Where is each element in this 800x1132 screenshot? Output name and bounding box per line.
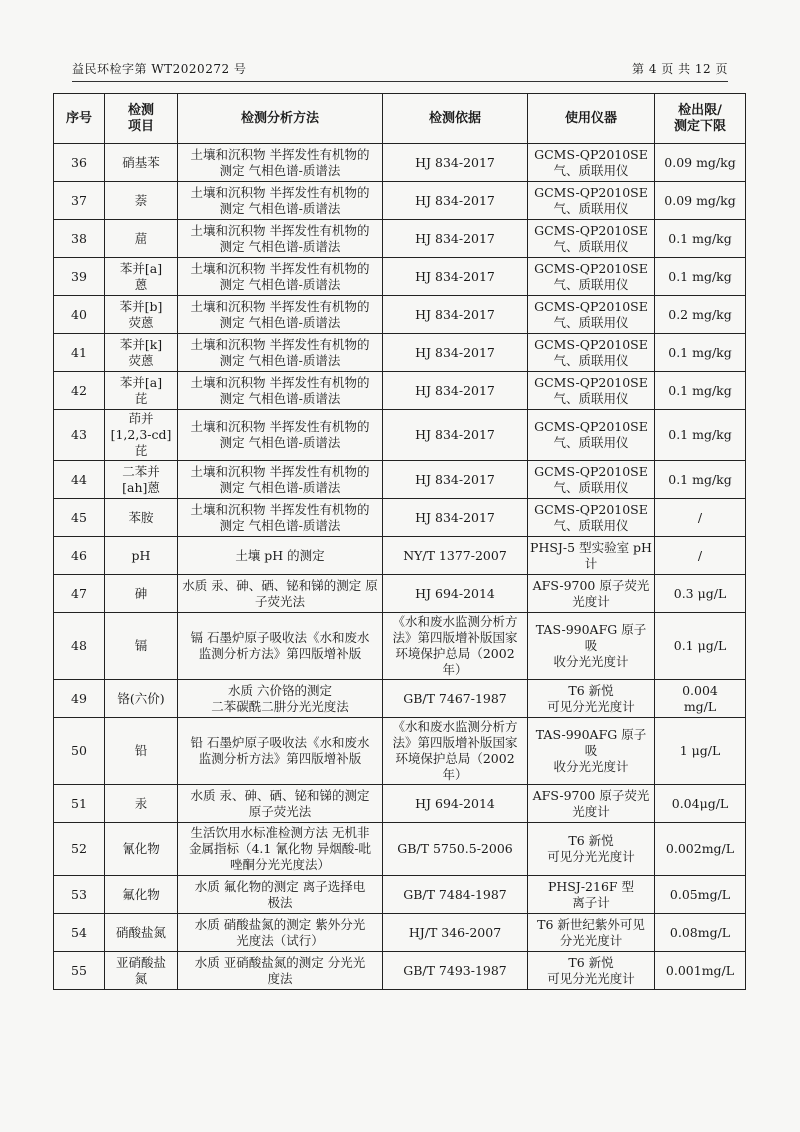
detection-limit-cell: / <box>655 499 746 537</box>
test-item-cell: 苯并[a] 芘 <box>105 372 178 410</box>
analysis-method-cell: 土壤和沉积物 半挥发性有机物的 测定 气相色谱-质谱法 <box>178 144 383 182</box>
table-row <box>54 220 746 258</box>
analysis-method-cell: 生活饮用水标准检测方法 无机非 金属指标（4.1 氰化物 异烟酸-吡 唑酮分光光度法） <box>178 823 383 876</box>
column-header-item: 检测 项目 <box>105 94 178 144</box>
row-number-cell: 38 <box>54 220 105 258</box>
instrument-cell: T6 新世纪紫外可见 分光光度计 <box>528 914 655 952</box>
test-basis-cell: 《水和废水监测分析方 法》第四版增补版国家 环境保护总局（2002 年） <box>383 718 528 785</box>
detection-limit-cell: 0.004 mg/L <box>655 680 746 718</box>
table-row <box>54 823 746 876</box>
row-number-cell: 51 <box>54 785 105 823</box>
table-row <box>54 952 746 990</box>
instrument-cell: GCMS-QP2010SE 气、质联用仪 <box>528 334 655 372</box>
analysis-method-cell: 水质 汞、砷、硒、铋和锑的测定 原 子荧光法 <box>178 575 383 613</box>
page-header <box>72 60 728 82</box>
detection-limit-cell: 0.001mg/L <box>655 952 746 990</box>
row-number-cell: 49 <box>54 680 105 718</box>
row-number-cell: 44 <box>54 461 105 499</box>
instrument-cell: AFS-9700 原子荧光 光度计 <box>528 575 655 613</box>
test-item-cell: 萘 <box>105 182 178 220</box>
test-basis-cell: HJ 834-2017 <box>383 258 528 296</box>
detection-limit-cell: 0.08mg/L <box>655 914 746 952</box>
row-number-cell: 45 <box>54 499 105 537</box>
detection-limit-cell: 0.05mg/L <box>655 876 746 914</box>
detection-limit-cell: 1 μg/L <box>655 718 746 785</box>
analysis-method-cell: 土壤 pH 的测定 <box>178 537 383 575</box>
detection-limit-cell: 0.09 mg/kg <box>655 144 746 182</box>
instrument-cell: GCMS-QP2010SE 气、质联用仪 <box>528 372 655 410</box>
instrument-cell: T6 新悦 可见分光光度计 <box>528 952 655 990</box>
table-row <box>54 680 746 718</box>
analysis-method-cell: 水质 硝酸盐氮的测定 紫外分光 光度法（试行） <box>178 914 383 952</box>
test-basis-cell: HJ 834-2017 <box>383 461 528 499</box>
table-row <box>54 914 746 952</box>
table-row <box>54 575 746 613</box>
analysis-method-cell: 土壤和沉积物 半挥发性有机物的 测定 气相色谱-质谱法 <box>178 334 383 372</box>
row-number-cell: 46 <box>54 537 105 575</box>
instrument-cell: PHSJ-216F 型 离子计 <box>528 876 655 914</box>
row-number-cell: 41 <box>54 334 105 372</box>
analysis-method-cell: 土壤和沉积物 半挥发性有机物的 测定 气相色谱-质谱法 <box>178 182 383 220</box>
instrument-cell: T6 新悦 可见分光光度计 <box>528 823 655 876</box>
instrument-cell: PHSJ-5 型实验室 pH 计 <box>528 537 655 575</box>
instrument-cell: GCMS-QP2010SE 气、质联用仪 <box>528 220 655 258</box>
instrument-cell: GCMS-QP2010SE 气、质联用仪 <box>528 258 655 296</box>
table-header-row <box>54 94 746 144</box>
analysis-method-cell: 水质 汞、砷、硒、铋和锑的测定 原子荧光法 <box>178 785 383 823</box>
table-row <box>54 876 746 914</box>
test-item-cell: 镉 <box>105 613 178 680</box>
test-item-cell: 硝酸盐氮 <box>105 914 178 952</box>
table-row <box>54 410 746 461</box>
test-item-cell: 苯并[a] 蒽 <box>105 258 178 296</box>
test-basis-cell: HJ 834-2017 <box>383 499 528 537</box>
analysis-method-cell: 镉 石墨炉原子吸收法《水和废水 监测分析方法》第四版增补版 <box>178 613 383 680</box>
test-basis-cell: HJ 834-2017 <box>383 410 528 461</box>
column-header-no: 序号 <box>54 94 105 144</box>
table-row <box>54 537 746 575</box>
column-header-basis: 检测依据 <box>383 94 528 144</box>
detection-limit-cell: 0.3 μg/L <box>655 575 746 613</box>
test-item-cell: 氰化物 <box>105 823 178 876</box>
analysis-method-cell: 土壤和沉积物 半挥发性有机物的 测定 气相色谱-质谱法 <box>178 296 383 334</box>
test-basis-cell: HJ 694-2014 <box>383 575 528 613</box>
test-basis-cell: HJ 834-2017 <box>383 372 528 410</box>
test-item-cell: 硝基苯 <box>105 144 178 182</box>
table-row <box>54 372 746 410</box>
instrument-cell: GCMS-QP2010SE 气、质联用仪 <box>528 499 655 537</box>
test-basis-cell: HJ 834-2017 <box>383 334 528 372</box>
test-item-cell: 苯胺 <box>105 499 178 537</box>
row-number-cell: 53 <box>54 876 105 914</box>
table-row <box>54 499 746 537</box>
row-number-cell: 54 <box>54 914 105 952</box>
table-row <box>54 144 746 182</box>
column-header-method: 检测分析方法 <box>178 94 383 144</box>
analysis-method-cell: 土壤和沉积物 半挥发性有机物的 测定 气相色谱-质谱法 <box>178 410 383 461</box>
test-basis-cell: GB/T 5750.5-2006 <box>383 823 528 876</box>
detection-methods-table <box>53 93 746 990</box>
test-item-cell: pH <box>105 537 178 575</box>
detection-limit-cell: 0.1 mg/kg <box>655 410 746 461</box>
row-number-cell: 39 <box>54 258 105 296</box>
table-row <box>54 258 746 296</box>
report-number: 益民环检字第 WT2020272 号 <box>72 62 247 76</box>
test-item-cell: 铬(六价) <box>105 680 178 718</box>
row-number-cell: 52 <box>54 823 105 876</box>
detection-limit-cell: 0.1 mg/kg <box>655 372 746 410</box>
test-basis-cell: HJ/T 346-2007 <box>383 914 528 952</box>
detection-limit-cell: 0.2 mg/kg <box>655 296 746 334</box>
row-number-cell: 40 <box>54 296 105 334</box>
detection-limit-cell: 0.1 μg/L <box>655 613 746 680</box>
test-item-cell: 茚并 [1,2,3-cd] 芘 <box>105 410 178 461</box>
analysis-method-cell: 土壤和沉积物 半挥发性有机物的 测定 气相色谱-质谱法 <box>178 499 383 537</box>
test-item-cell: 苯并[b] 荧蒽 <box>105 296 178 334</box>
test-basis-cell: HJ 834-2017 <box>383 182 528 220</box>
row-number-cell: 50 <box>54 718 105 785</box>
detection-limit-cell: 0.1 mg/kg <box>655 461 746 499</box>
test-basis-cell: HJ 694-2014 <box>383 785 528 823</box>
test-item-cell: 汞 <box>105 785 178 823</box>
detection-limit-cell: 0.09 mg/kg <box>655 182 746 220</box>
analysis-method-cell: 土壤和沉积物 半挥发性有机物的 测定 气相色谱-质谱法 <box>178 220 383 258</box>
instrument-cell: GCMS-QP2010SE 气、质联用仪 <box>528 410 655 461</box>
instrument-cell: AFS-9700 原子荧光 光度计 <box>528 785 655 823</box>
detection-limit-cell: 0.1 mg/kg <box>655 258 746 296</box>
table-row <box>54 182 746 220</box>
test-basis-cell: NY/T 1377-2007 <box>383 537 528 575</box>
detection-limit-cell: 0.1 mg/kg <box>655 220 746 258</box>
test-basis-cell: HJ 834-2017 <box>383 296 528 334</box>
test-item-cell: 砷 <box>105 575 178 613</box>
row-number-cell: 36 <box>54 144 105 182</box>
row-number-cell: 43 <box>54 410 105 461</box>
test-item-cell: 氟化物 <box>105 876 178 914</box>
instrument-cell: GCMS-QP2010SE 气、质联用仪 <box>528 296 655 334</box>
page-number: 第 4 页 共 12 页 <box>632 62 728 76</box>
test-basis-cell: GB/T 7493-1987 <box>383 952 528 990</box>
test-item-cell: 䓛 <box>105 220 178 258</box>
table-row <box>54 334 746 372</box>
test-item-cell: 苯并[k] 荧蒽 <box>105 334 178 372</box>
instrument-cell: TAS-990AFG 原子吸 收分光光度计 <box>528 718 655 785</box>
row-number-cell: 48 <box>54 613 105 680</box>
table-row <box>54 785 746 823</box>
table-row <box>54 296 746 334</box>
table-body <box>54 144 746 990</box>
analysis-method-cell: 水质 氟化物的测定 离子选择电 极法 <box>178 876 383 914</box>
test-item-cell: 亚硝酸盐 氮 <box>105 952 178 990</box>
detection-limit-cell: 0.002mg/L <box>655 823 746 876</box>
test-basis-cell: HJ 834-2017 <box>383 220 528 258</box>
instrument-cell: GCMS-QP2010SE 气、质联用仪 <box>528 144 655 182</box>
table-row <box>54 613 746 680</box>
column-header-instrument: 使用仪器 <box>528 94 655 144</box>
row-number-cell: 47 <box>54 575 105 613</box>
analysis-method-cell: 水质 六价铬的测定 二苯碳酰二肼分光光度法 <box>178 680 383 718</box>
table-row <box>54 718 746 785</box>
instrument-cell: T6 新悦 可见分光光度计 <box>528 680 655 718</box>
analysis-method-cell: 土壤和沉积物 半挥发性有机物的 测定 气相色谱-质谱法 <box>178 258 383 296</box>
analysis-method-cell: 土壤和沉积物 半挥发性有机物的 测定 气相色谱-质谱法 <box>178 372 383 410</box>
analysis-method-cell: 水质 亚硝酸盐氮的测定 分光光 度法 <box>178 952 383 990</box>
row-number-cell: 42 <box>54 372 105 410</box>
table-row <box>54 461 746 499</box>
row-number-cell: 37 <box>54 182 105 220</box>
column-header-limit: 检出限/ 测定下限 <box>655 94 746 144</box>
detection-limit-cell: / <box>655 537 746 575</box>
analysis-method-cell: 铅 石墨炉原子吸收法《水和废水 监测分析方法》第四版增补版 <box>178 718 383 785</box>
detection-limit-cell: 0.1 mg/kg <box>655 334 746 372</box>
instrument-cell: GCMS-QP2010SE 气、质联用仪 <box>528 461 655 499</box>
test-basis-cell: GB/T 7467-1987 <box>383 680 528 718</box>
test-item-cell: 铅 <box>105 718 178 785</box>
detection-limit-cell: 0.04μg/L <box>655 785 746 823</box>
instrument-cell: TAS-990AFG 原子吸 收分光光度计 <box>528 613 655 680</box>
test-basis-cell: GB/T 7484-1987 <box>383 876 528 914</box>
row-number-cell: 55 <box>54 952 105 990</box>
analysis-method-cell: 土壤和沉积物 半挥发性有机物的 测定 气相色谱-质谱法 <box>178 461 383 499</box>
test-item-cell: 二苯并 [ah]蒽 <box>105 461 178 499</box>
instrument-cell: GCMS-QP2010SE 气、质联用仪 <box>528 182 655 220</box>
test-basis-cell: HJ 834-2017 <box>383 144 528 182</box>
test-basis-cell: 《水和废水监测分析方 法》第四版增补版国家 环境保护总局（2002 年） <box>383 613 528 680</box>
